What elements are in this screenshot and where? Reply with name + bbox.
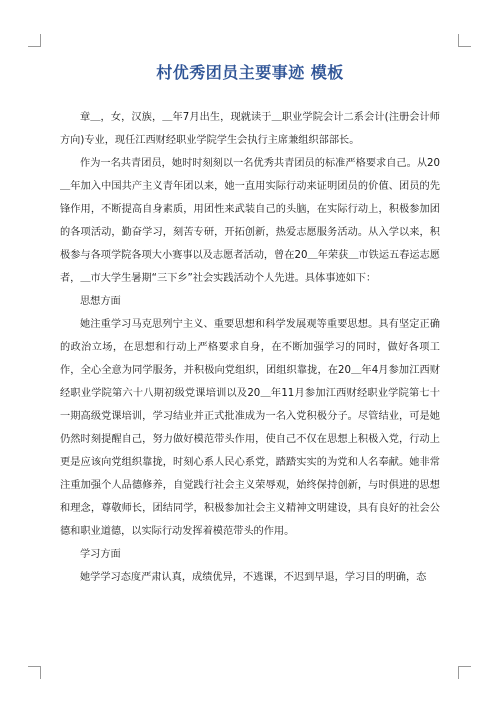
section-heading-thought: 思想方面 [80, 296, 121, 307]
paragraph-intro: 章＿，女，汉族，＿年7月出生，现就读于＿职业学院会计二系会计(注册会计师方向)专业，现任江西财经职业学院学生会执行主席兼组织部部长。 [60, 112, 440, 146]
crop-mark-bottom-left [28, 666, 41, 679]
section-heading-study: 学习方面 [80, 549, 121, 560]
paragraph-study: 她学学习态度严肃认真，成绩优异，不逃课，不迟到早退，学习目的明确，态 [80, 572, 427, 583]
crop-mark-top-right [458, 34, 471, 47]
paragraph-thought: 她注重学习马克思列宁主义、重要思想和科学发展观等重要思想。具有坚定正确的政治立场，在思想和行动上严格要求自身，在不断加强学习的同时，做好各项工作，全心全意为同学服务，并积极向党组织，团组织靠拢，在20＿年4月参加江西财经职业学院第六十八期初级党课培训以及20＿年11月参加江西财经职业学院第七十一期高级党课培训，学习结业并正式批准成为一名入党积极分子。尽管结业，可是她仍然时刻提醒自己，努力做好模范带头作用，使自己不仅在思想上积极入党，行动上更是应该向党组织靠拢，时刻心系人民心系党，踏踏实实的为党和人名奉献。她非常注重加强个人品德修养，自觉践行社会主义荣辱观，始终保持创新，与时俱进的思想和理念，尊敬师长，团结同学，积极参加社会主义精神文明建设，具有良好的社会公德和职业道德，以实际行动发挥着模范带头的作用。 [60, 319, 440, 537]
document-page [60, 62, 440, 589]
crop-mark-top-left [28, 34, 41, 47]
document-title: 村优秀团员主要事迹 模板 [156, 63, 344, 82]
crop-mark-bottom-right [458, 666, 471, 679]
paragraph-overview: 作为一名共青团员，她时时刻刻以一名优秀共青团员的标准严格要求自己。从20＿年加入中国共产主义青年团以来，她一直用实际行动来证明团员的价值、团员的先锋作用，不断提高自身素质，用团性来武装自己的头脑，在实际行动上，积极参加团的各项活动，勤奋学习，刻苦专研，开拓创新，热爱志愿服务活动。从入学以来，积极参与各项学院各项大小赛事以及志愿者活动，曾在20＿年荣获＿市铁运五春运志愿者，＿市大学生暑期“三下乡”社会实践活动个人先进。具体事迹如下： [60, 158, 440, 284]
